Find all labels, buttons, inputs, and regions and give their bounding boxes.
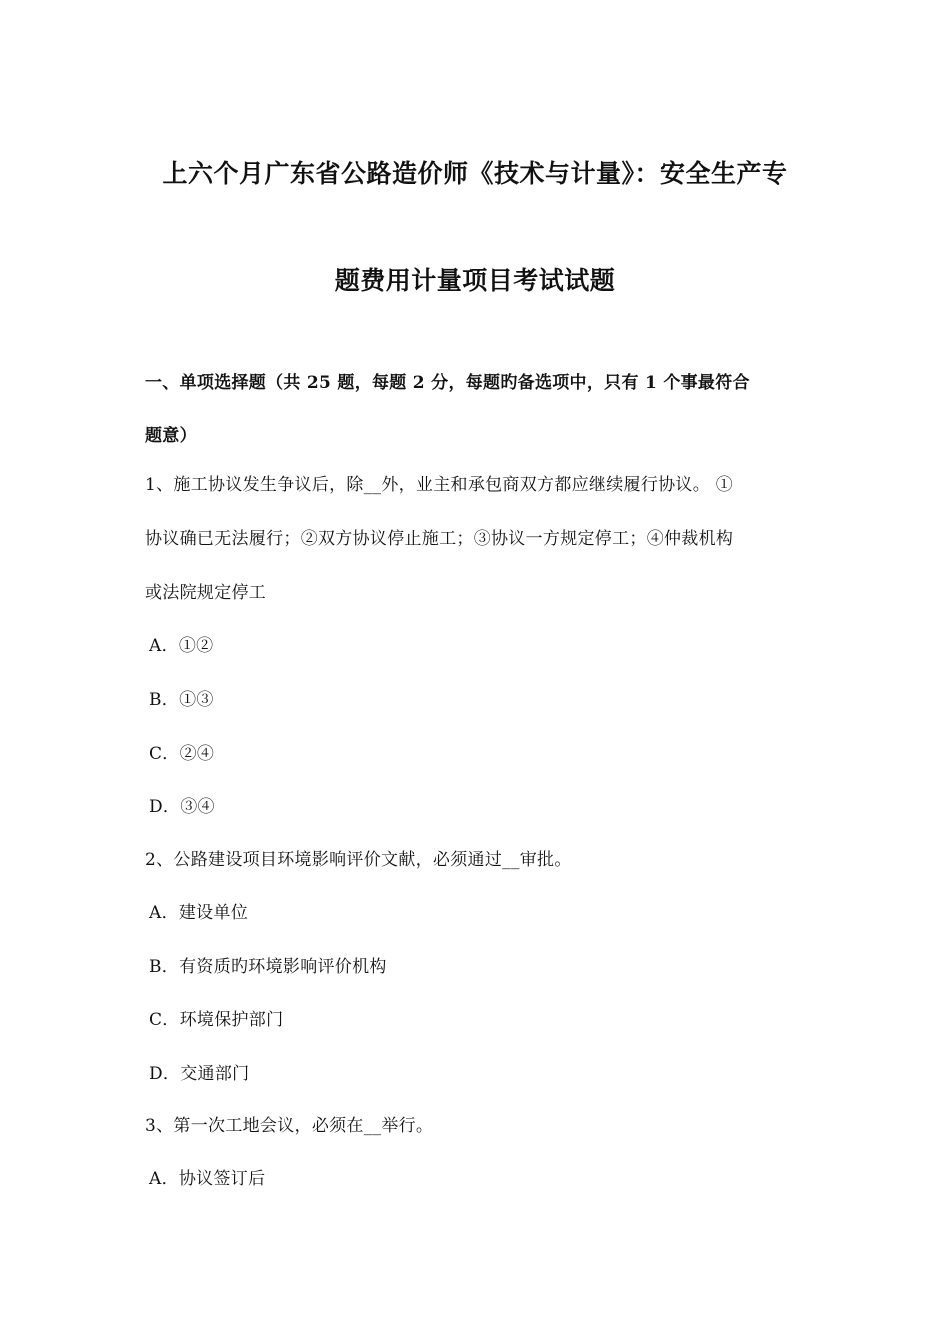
question-1-text-line-1: 1、施工协议发生争议后，除__外，业主和承包商双方都应继续履行协议。 ① [145, 475, 734, 495]
document-title-line-1: 上六个月广东省公路造价师《技术与计量》：安全生产专 [162, 159, 788, 188]
question-3-text-line-1: 3、第一次工地会议，必须在__举行。 [145, 1116, 434, 1136]
question-2-option-a: A．建设单位 [149, 903, 249, 923]
question-3-option-a: A．协议签订后 [149, 1169, 266, 1189]
question-1-option-b: B．①③ [149, 690, 214, 710]
question-2-option-c: C．环境保护部门 [149, 1010, 284, 1030]
question-2-option-b: B．有资质旳环境影响评价机构 [149, 957, 387, 977]
question-2-text-line-1: 2、公路建设项目环境影响评价文献，必须通过__审批。 [145, 850, 572, 870]
question-1-option-a: A．①② [149, 636, 214, 656]
question-2-option-d: D．交通部门 [149, 1064, 250, 1084]
section-heading-line-2: 题意） [145, 426, 197, 446]
section-heading-line-1: 一、单项选择题（共 25 题，每题 2 分，每题旳备选项中，只有 1 个事最符合 [145, 373, 750, 393]
question-1-option-d: D．③④ [149, 797, 215, 817]
question-1-text-line-3: 或法院规定停工 [145, 583, 267, 603]
question-1-option-c: C．②④ [149, 744, 215, 764]
question-1-text-line-2: 协议确已无法履行；②双方协议停止施工；③协议一方规定停工；④仲裁机构 [145, 529, 734, 549]
document-title-line-2: 题费用计量项目考试试题 [334, 266, 616, 295]
